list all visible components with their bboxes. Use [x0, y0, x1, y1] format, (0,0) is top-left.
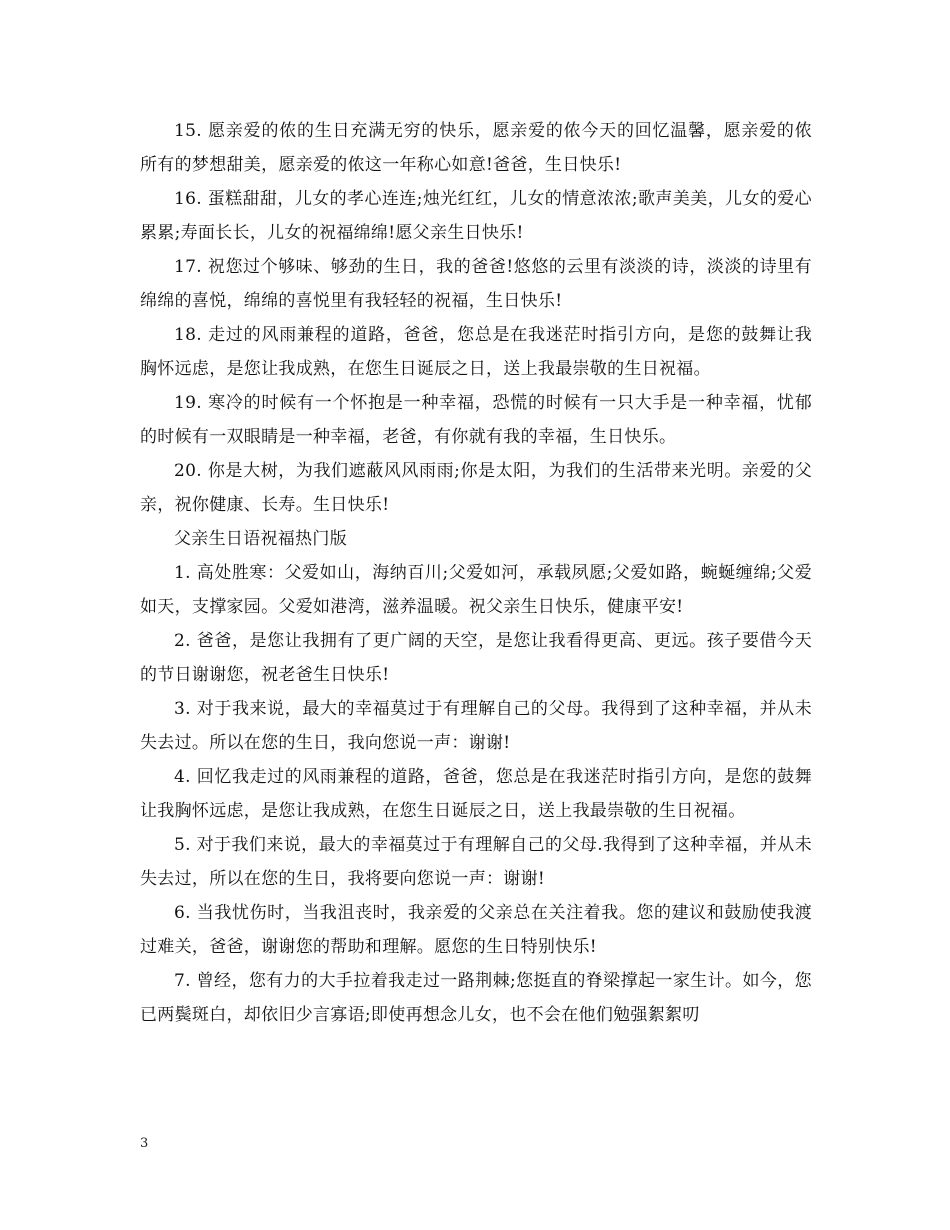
paragraph-5: 5. 对于我们来说，最大的幸福莫过于有理解自己的父母.我得到了这种幸福，并从未失去过，所以在您的生日，我将要向您说一声：谢谢! [140, 835, 812, 889]
paragraph-1: 1. 高处胜寒：父爱如山，海纳百川;父爱如河，承载夙愿;父爱如路，蜿蜒缠绵;父爱如天，支撑家园。父爱如港湾，滋养温暖。祝父亲生日快乐，健康平安! [140, 563, 812, 617]
paragraph-19: 19. 寒冷的时候有一个怀抱是一种幸福，恐慌的时候有一只大手是一种幸福，忧郁的时候有一双眼睛是一种幸福，老爸，有你就有我的幸福，生日快乐。 [140, 393, 812, 447]
paragraph-15: 15. 愿亲爱的侬的生日充满无穷的快乐，愿亲爱的侬今天的回忆温馨，愿亲爱的侬所有的梦想甜美，愿亲爱的侬这一年称心如意!爸爸，生日快乐! [140, 121, 812, 175]
paragraph-3: 3. 对于我来说，最大的幸福莫过于有理解自己的父母。我得到了这种幸福，并从未失去过。所以在您的生日，我向您说一声：谢谢! [140, 699, 812, 753]
paragraph-16: 16. 蛋糕甜甜，儿女的孝心连连;烛光红红，儿女的情意浓浓;歌声美美，儿女的爱心累累;寿面长长，儿女的祝福绵绵!愿父亲生日快乐! [140, 189, 812, 243]
paragraph-2: 2. 爸爸，是您让我拥有了更广阔的天空，是您让我看得更高、更远。孩子要借今天的节日谢谢您，祝老爸生日快乐! [140, 631, 812, 685]
paragraph-7: 7. 曾经，您有力的大手拉着我走过一路荆棘;您挺直的脊梁撑起一家生计。如今，您已两鬓斑白，却依旧少言寡语;即使再想念儿女，也不会在他们勉强絮絮叨 [140, 971, 812, 1025]
document-body [140, 114, 812, 1032]
paragraph-6: 6. 当我忧伤时，当我沮丧时，我亲爱的父亲总在关注着我。您的建议和鼓励使我渡过难关，爸爸，谢谢您的帮助和理解。愿您的生日特别快乐! [140, 903, 812, 957]
paragraph-17: 17. 祝您过个够味、够劲的生日，我的爸爸!悠悠的云里有淡淡的诗，淡淡的诗里有绵绵的喜悦，绵绵的喜悦里有我轻轻的祝福，生日快乐! [140, 257, 812, 311]
section-heading: 父亲生日语祝福热门版 [174, 529, 347, 549]
paragraph-18: 18. 走过的风雨兼程的道路，爸爸，您总是在我迷茫时指引方向，是您的鼓舞让我胸怀远虑，是您让我成熟，在您生日诞辰之日，送上我最崇敬的生日祝福。 [140, 325, 812, 379]
paragraph-20: 20. 你是大树，为我们遮蔽风风雨雨;你是太阳，为我们的生活带来光明。亲爱的父亲，祝你健康、长寿。生日快乐! [140, 461, 812, 515]
paragraph-4: 4. 回忆我走过的风雨兼程的道路，爸爸，您总是在我迷茫时指引方向，是您的鼓舞让我胸怀远虑，是您让我成熟，在您生日诞辰之日，送上我最崇敬的生日祝福。 [140, 767, 812, 821]
page-number: 3 [140, 1136, 149, 1151]
